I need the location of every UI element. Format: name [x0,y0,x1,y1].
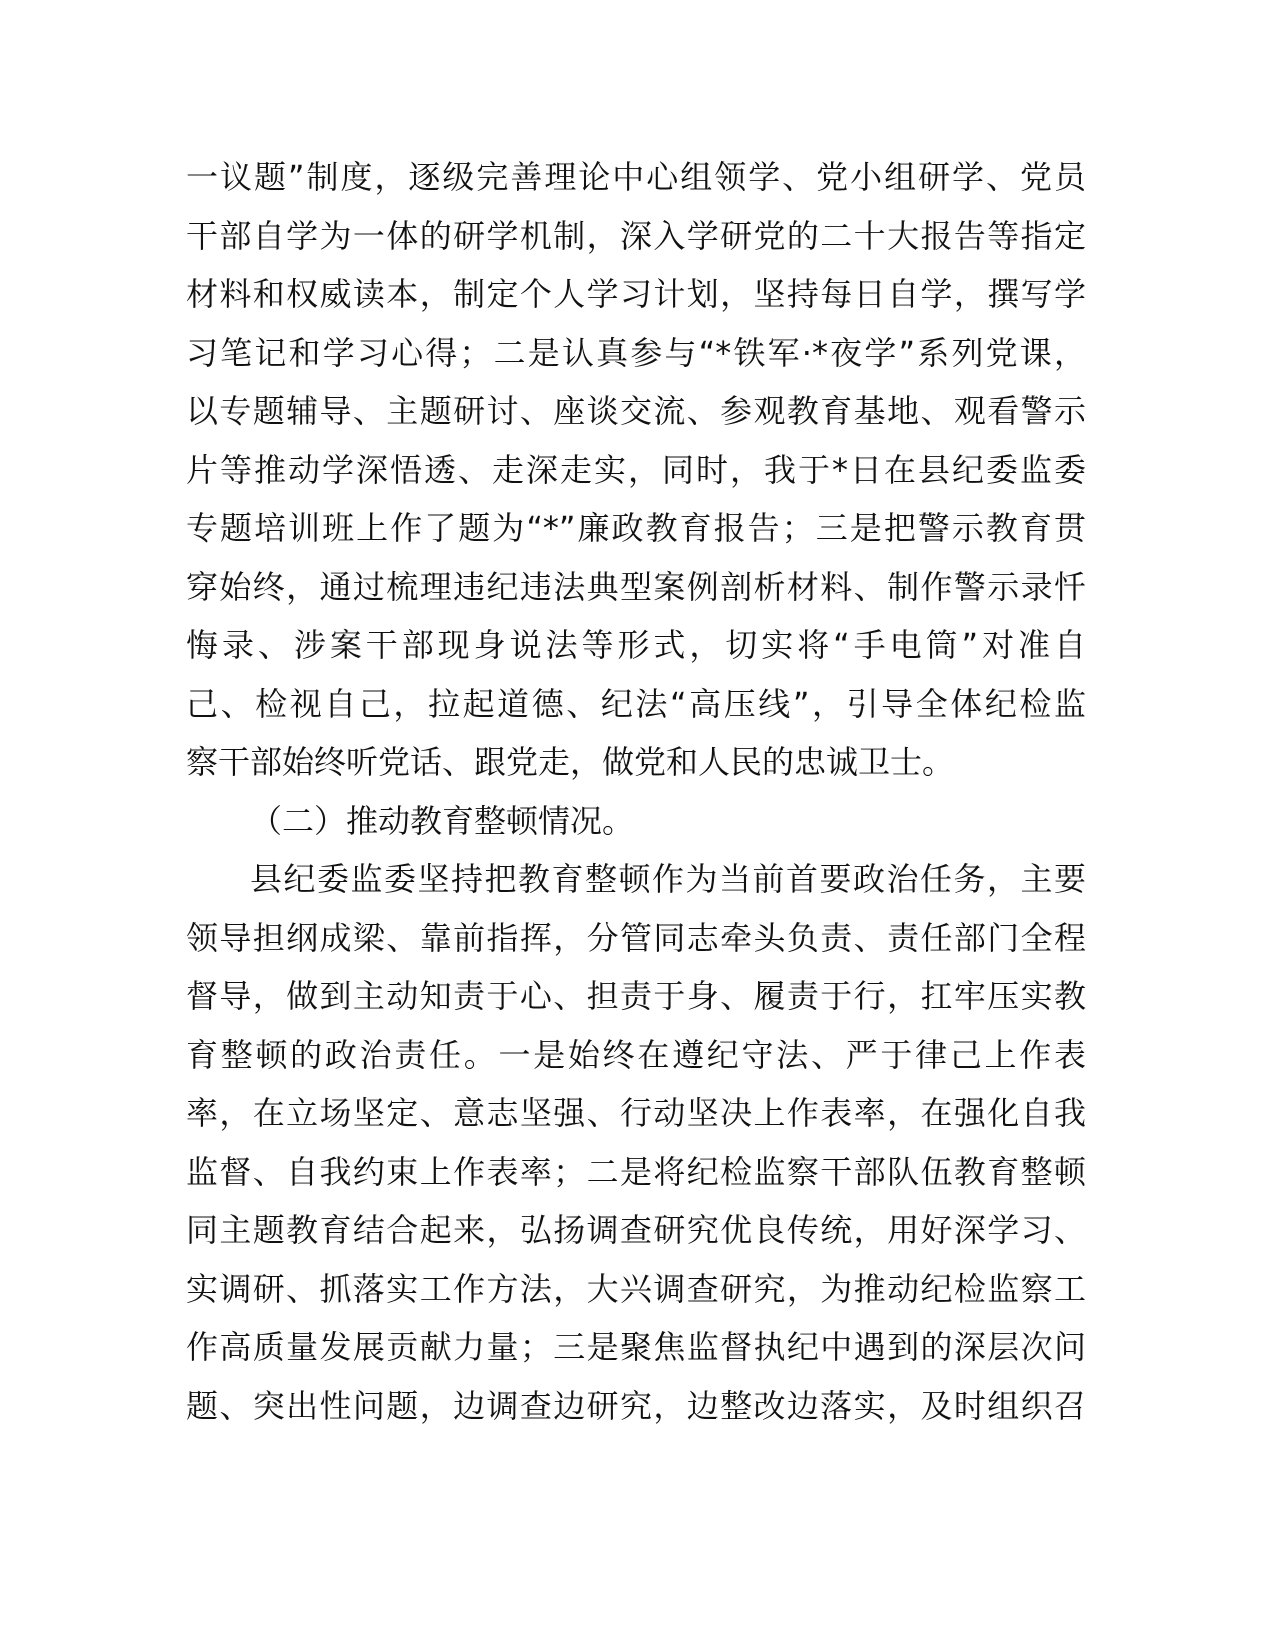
text-line: 习笔记和学习心得；二是认真参与“*铁军·*夜学”系列党课， [186,333,1086,372]
text-line: 监督、自我约束上作表率；二是将纪检监察干部队伍教育整顿 [186,1152,1086,1191]
paragraph-1 [186,148,1086,792]
text-line: 题、突出性问题，边调查边研究，边整改边落实，及时组织召 [186,1386,1086,1425]
text-line: 片等推动学深悟透、走深走实，同时，我于*日在县纪委监委 [186,450,1086,489]
text-line: 县纪委监委坚持把教育整顿作为当前首要政治任务，主要 [250,860,1086,898]
section-heading [186,792,1086,851]
document-body [186,148,1086,1435]
text-line: 作高质量发展贡献力量；三是聚焦监督执纪中遇到的深层次问 [186,1328,1086,1366]
text-line: 材料和权威读本，制定个人学习计划，坚持每日自学，撰写学 [186,275,1086,313]
text-line: 率，在立场坚定、意志坚强、行动坚决上作表率，在强化自我 [186,1094,1086,1132]
text-line: 督导，做到主动知责于心、担责于身、履责于行，扛牢压实教 [186,977,1086,1015]
paragraph-2 [186,850,1086,1435]
text-line: 育整顿的政治责任。一是始终在遵纪守法、严于律己上作表 [186,1035,1086,1074]
text-line: 己、检视自己，拉起道德、纪法“高压线”，引导全体纪检监 [186,684,1086,723]
text-line: 一议题”制度，逐级完善理论中心组领学、党小组研学、党员 [186,158,1086,196]
text-line: 悔录、涉案干部现身说法等形式，切实将“手电筒”对准自 [186,626,1086,664]
text-line: 同主题教育结合起来，弘扬调查研究优良传统，用好深学习、 [186,1211,1086,1249]
text-line: 穿始终，通过梳理违纪违法典型案例剖析材料、制作警示录忏 [186,567,1086,606]
section-heading-text: （二）推动教育整顿情况。 [250,801,635,840]
text-line: 察干部始终听党话、跟党走，做党和人民的忠诚卫士。 [186,743,955,781]
text-line: 领导担纲成梁、靠前指挥，分管同志牵头负责、责任部门全程 [186,918,1086,957]
text-line: 干部自学为一体的研学机制，深入学研党的二十大报告等指定 [186,216,1086,255]
text-line: 实调研、抓落实工作方法，大兴调查研究，为推动纪检监察工 [186,1269,1086,1308]
text-line: 专题培训班上作了题为“*”廉政教育报告；三是把警示教育贯 [186,509,1086,547]
text-line: 以专题辅导、主题研讨、座谈交流、参观教育基地、观看警示 [186,392,1086,430]
